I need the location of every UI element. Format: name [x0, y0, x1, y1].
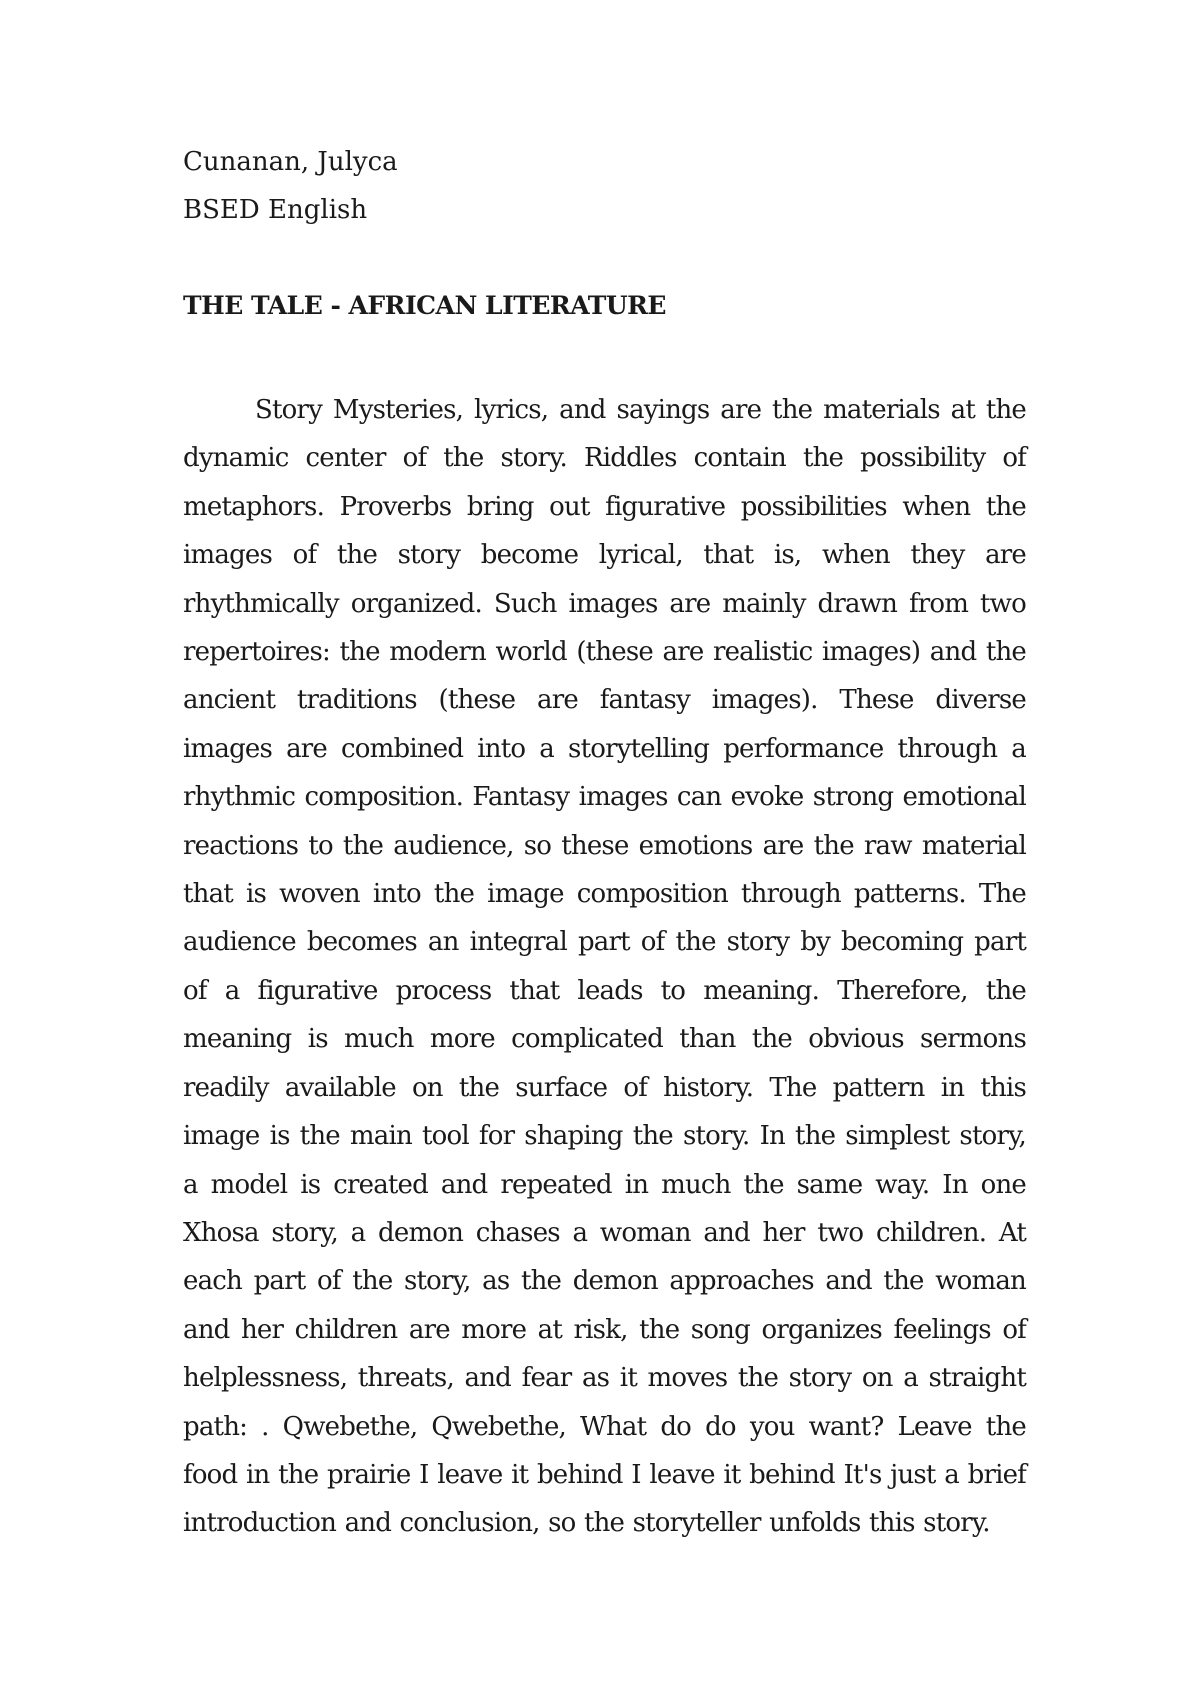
document-title: THE TALE - AFRICAN LITERATURE — [183, 291, 666, 320]
body-paragraph: Story Mysteries, lyrics, and sayings are the materials at the dynamic center of the story. Riddles contain the possibility of metaphors. Proverbs bring out figurative possibilities when the images of the story become lyrical, that is, when they are rhythmically organized. Such images are mainly drawn from two repertoires: the modern world (these are realistic images) and the ancient traditions (these are fantasy images). These diverse images are combined into a storytelling performance through a rhythmic composition. Fantasy images can evoke strong emotional reactions to the audience, so these emotions are the raw material that is woven into the image composition through patterns. The audience becomes an integral part of the story by becoming part of a figurative process that leads to meaning. Therefore, the meaning is much more complicated than the obvious sermons readily available on the surface of history. The pattern in this image is the main tool for shaping the story. In the simplest story, a model is created and repeated in much the same way. In one Xhosa story, a demon chases a woman and her two children. At each part of the story, as the demon approaches and the woman and her children are more at risk, the song organizes feelings of helplessness, threats, and fear as it moves the story on a straight path: . Qwebethe, Qwebethe, What do do you want? Leave the food in the prairie I leave it behind I leave it behind It's just a brief introduction and conclusion, so the storyteller unfolds this story. — [183, 395, 1026, 1539]
course-name: BSED English — [183, 195, 368, 225]
author-name: Cunanan, Julyca — [183, 147, 398, 177]
